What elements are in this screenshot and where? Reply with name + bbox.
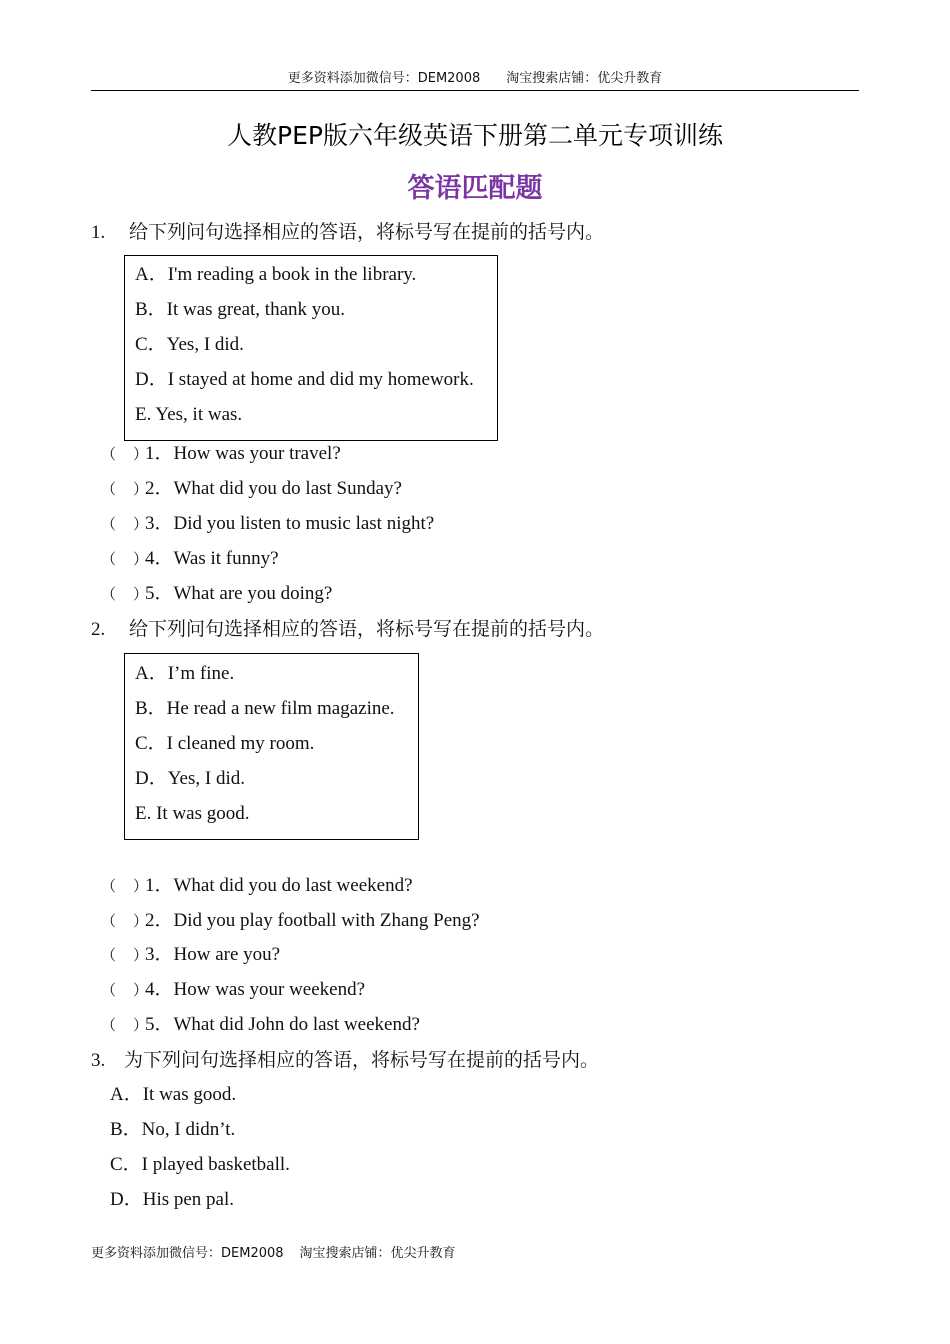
header-shop-text: 淘宝搜索店铺：优尖升教育 [506, 71, 663, 86]
bracket-open: （ [101, 914, 117, 930]
bracket-close: ） [133, 447, 149, 463]
section-instruction: 为下列问句选择相应的答语，将标号写在提前的括号内。 [124, 1050, 600, 1071]
bracket-close: ） [133, 879, 149, 895]
option-item: B．It was great, thank you. [135, 299, 346, 320]
bracket-open: （ [101, 983, 117, 999]
section-number: 1. [91, 222, 106, 243]
section-instruction: 给下列问句选择相应的答语，将标号写在提前的括号内。 [129, 619, 605, 640]
question-row [91, 873, 413, 900]
answer-options-box-2 [124, 653, 419, 840]
question-text: 3．How are you? [145, 944, 281, 965]
question-row [91, 977, 365, 1004]
page-header [91, 68, 859, 91]
bracket-open: （ [101, 879, 117, 895]
question-text: 2．What did you do last Sunday? [145, 478, 402, 499]
bracket-close: ） [133, 1018, 149, 1034]
section-1-heading [91, 220, 604, 246]
section-2-heading [91, 617, 604, 643]
option-item: D．I stayed at home and did my homework. [135, 369, 474, 390]
question-text: 4．How was your weekend? [145, 979, 366, 1000]
question-row [91, 546, 279, 573]
bracket-open: （ [101, 447, 117, 463]
option-item: A．It was good. [110, 1084, 237, 1105]
option-item: E. It was good. [135, 803, 250, 824]
bracket-open: （ [101, 587, 117, 603]
bracket-open: （ [101, 948, 117, 964]
question-row [91, 1012, 420, 1039]
option-item: C．I cleaned my room. [135, 733, 315, 754]
page-title: 人教PEP版六年级英语下册第二单元专项训练 [227, 121, 723, 150]
question-row [91, 476, 402, 503]
bracket-open: （ [101, 482, 117, 498]
question-text: 3．Did you listen to music last night? [145, 513, 435, 534]
question-row [91, 942, 280, 969]
question-text: 1．What did you do last weekend? [145, 875, 413, 896]
bracket-close: ） [133, 517, 149, 533]
question-row [91, 908, 480, 935]
answer-options-box-1 [124, 255, 498, 441]
header-wechat-text: 更多资料添加微信号：DEM2008 [287, 71, 481, 86]
section-instruction: 给下列问句选择相应的答语，将标号写在提前的括号内。 [129, 222, 605, 243]
option-item: C．Yes, I did. [135, 334, 244, 355]
bracket-close: ） [133, 948, 149, 964]
section-3-heading [91, 1048, 599, 1074]
footer-wechat-text: 更多资料添加微信号：DEM2008 [91, 1246, 284, 1261]
bracket-close: ） [133, 552, 149, 568]
option-item: A．I'm reading a book in the library. [135, 264, 417, 285]
option-item: B．No, I didn’t. [110, 1119, 236, 1140]
bracket-close: ） [133, 482, 149, 498]
question-row [91, 441, 341, 468]
question-text: 1．How was your travel? [145, 443, 341, 464]
question-row [91, 511, 434, 538]
bracket-close: ） [133, 587, 149, 603]
option-item: B．He read a new film magazine. [135, 698, 395, 719]
option-item: E. Yes, it was. [135, 404, 243, 425]
option-item: D．His pen pal. [110, 1189, 235, 1210]
option-item: C．I played basketball. [110, 1154, 290, 1175]
question-text: 5．What did John do last weekend? [145, 1014, 420, 1035]
question-row [91, 581, 332, 608]
page-footer [91, 1243, 456, 1265]
option-item: A．I’m fine. [135, 663, 235, 684]
bracket-close: ） [133, 983, 149, 999]
bracket-close: ） [133, 914, 149, 930]
page-subtitle: 答语匹配题 [407, 173, 543, 204]
section-number: 2. [91, 619, 106, 640]
question-text: 4．Was it funny? [145, 548, 279, 569]
option-item: D．Yes, I did. [135, 768, 245, 789]
question-text: 5．What are you doing? [145, 583, 333, 604]
bracket-open: （ [101, 1018, 117, 1034]
bracket-open: （ [101, 517, 117, 533]
bracket-open: （ [101, 552, 117, 568]
section-number: 3. [91, 1050, 106, 1071]
question-text: 2．Did you play football with Zhang Peng? [145, 910, 480, 931]
footer-shop-text: 淘宝搜索店铺：优尖升教育 [299, 1246, 456, 1261]
